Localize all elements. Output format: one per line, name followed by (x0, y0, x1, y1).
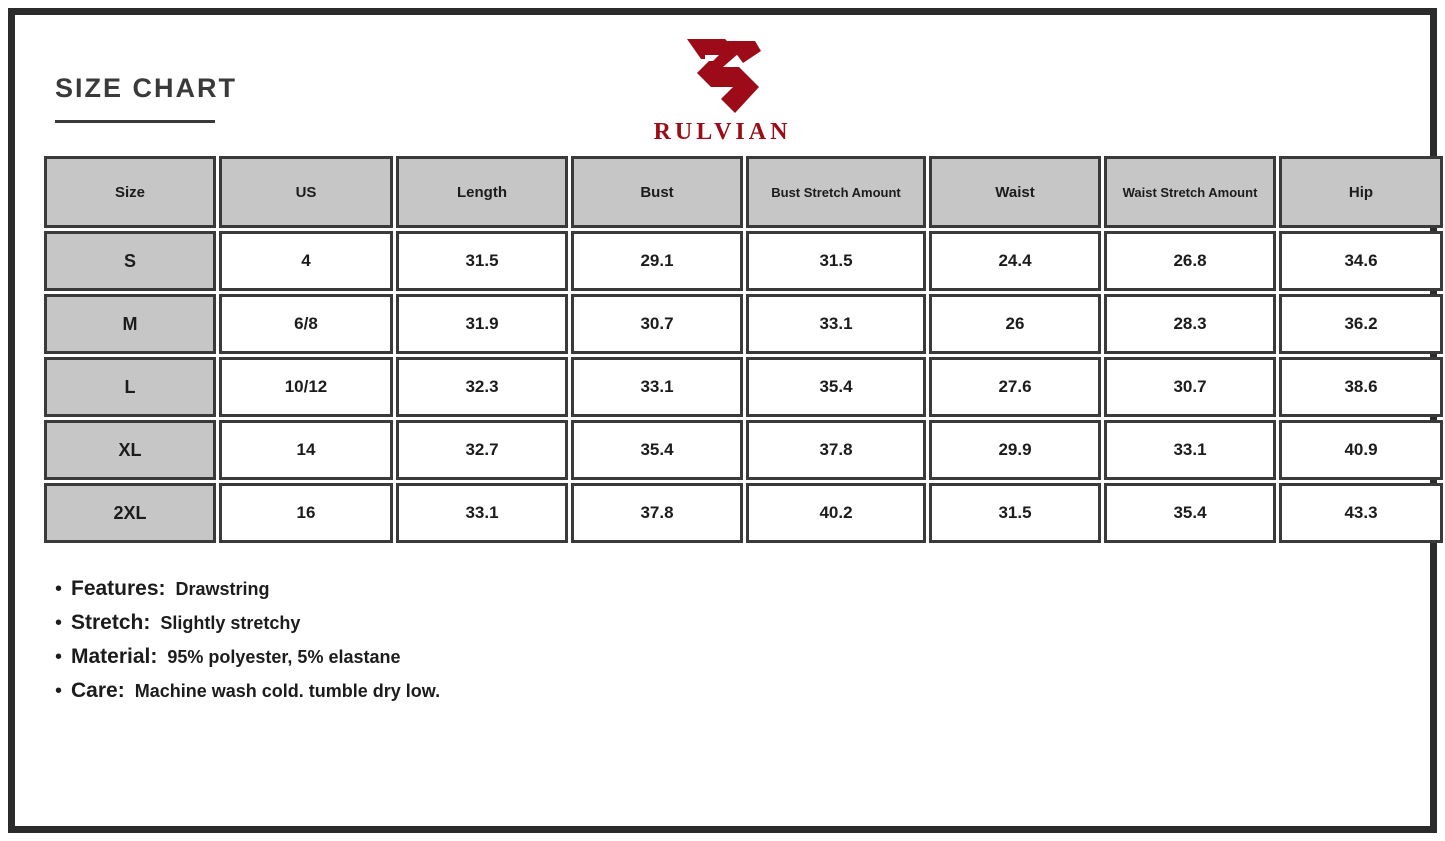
cell-waist: 26 (929, 294, 1101, 354)
cell-length: 31.5 (396, 231, 568, 291)
note-value-features: Drawstring (175, 579, 270, 599)
table-row (44, 420, 1443, 480)
cell-us: 14 (219, 420, 393, 480)
cell-bust: 30.7 (571, 294, 743, 354)
bullet-icon: • (55, 578, 63, 600)
cell-length: 33.1 (396, 483, 568, 543)
size-table (41, 153, 1445, 546)
table-header-row (44, 156, 1443, 228)
list-item (55, 645, 1255, 669)
chart-frame (8, 8, 1437, 833)
bullet-icon: • (55, 680, 63, 702)
cell-bust-stretch: 40.2 (746, 483, 926, 543)
column-header-hip: Hip (1279, 156, 1443, 228)
cell-hip: 36.2 (1279, 294, 1443, 354)
cell-length: 31.9 (396, 294, 568, 354)
cell-bust-stretch: 35.4 (746, 357, 926, 417)
note-value-material: 95% polyester, 5% elastane (167, 647, 401, 667)
column-header-bust: Bust (571, 156, 743, 228)
table-row (44, 294, 1443, 354)
cell-bust: 35.4 (571, 420, 743, 480)
cell-us: 6/8 (219, 294, 393, 354)
cell-bust-stretch: 33.1 (746, 294, 926, 354)
table-row (44, 483, 1443, 543)
cell-us: 16 (219, 483, 393, 543)
rulvian-r-logo-icon (677, 37, 769, 115)
cell-bust-stretch: 37.8 (746, 420, 926, 480)
note-label-features: Features: (71, 577, 166, 600)
note-label-stretch: Stretch: (71, 611, 151, 634)
note-label-material: Material: (71, 645, 158, 668)
cell-waist-stretch: 26.8 (1104, 231, 1276, 291)
cell-length: 32.7 (396, 420, 568, 480)
note-value-care: Machine wash cold. tumble dry low. (134, 681, 441, 701)
cell-bust: 29.1 (571, 231, 743, 291)
column-header-waist: Waist (929, 156, 1101, 228)
header (15, 15, 1430, 145)
cell-hip: 34.6 (1279, 231, 1443, 291)
column-header-waist-stretch-amount: Waist Stretch Amount (1104, 156, 1276, 228)
cell-hip: 38.6 (1279, 357, 1443, 417)
note-label-care: Care: (71, 679, 125, 702)
cell-waist-stretch: 35.4 (1104, 483, 1276, 543)
size-table-wrap (41, 153, 1419, 546)
cell-us: 10/12 (219, 357, 393, 417)
list-item (55, 679, 1255, 703)
cell-size: XL (44, 420, 216, 480)
cell-size: S (44, 231, 216, 291)
cell-us: 4 (219, 231, 393, 291)
cell-waist: 24.4 (929, 231, 1101, 291)
cell-waist-stretch: 33.1 (1104, 420, 1276, 480)
cell-bust: 37.8 (571, 483, 743, 543)
cell-hip: 40.9 (1279, 420, 1443, 480)
cell-size: L (44, 357, 216, 417)
table-row (44, 357, 1443, 417)
list-item (55, 577, 1255, 601)
cell-waist-stretch: 28.3 (1104, 294, 1276, 354)
cell-bust: 33.1 (571, 357, 743, 417)
cell-length: 32.3 (396, 357, 568, 417)
cell-bust-stretch: 31.5 (746, 231, 926, 291)
cell-waist-stretch: 30.7 (1104, 357, 1276, 417)
table-row (44, 231, 1443, 291)
cell-hip: 43.3 (1279, 483, 1443, 543)
page-title: SIZE CHART (55, 73, 237, 103)
brand-name: RULVIAN (653, 119, 792, 145)
column-header-us: US (219, 156, 393, 228)
notes-list (55, 577, 1255, 713)
bullet-icon: • (55, 646, 63, 668)
cell-size: 2XL (44, 483, 216, 543)
column-header-size: Size (44, 156, 216, 228)
cell-size: M (44, 294, 216, 354)
cell-waist: 31.5 (929, 483, 1101, 543)
cell-waist: 27.6 (929, 357, 1101, 417)
bullet-icon: • (55, 612, 63, 634)
brand-block (15, 37, 1430, 146)
list-item (55, 611, 1255, 635)
note-value-stretch: Slightly stretchy (160, 613, 301, 633)
column-header-bust-stretch-amount: Bust Stretch Amount (746, 156, 926, 228)
cell-waist: 29.9 (929, 420, 1101, 480)
column-header-length: Length (396, 156, 568, 228)
